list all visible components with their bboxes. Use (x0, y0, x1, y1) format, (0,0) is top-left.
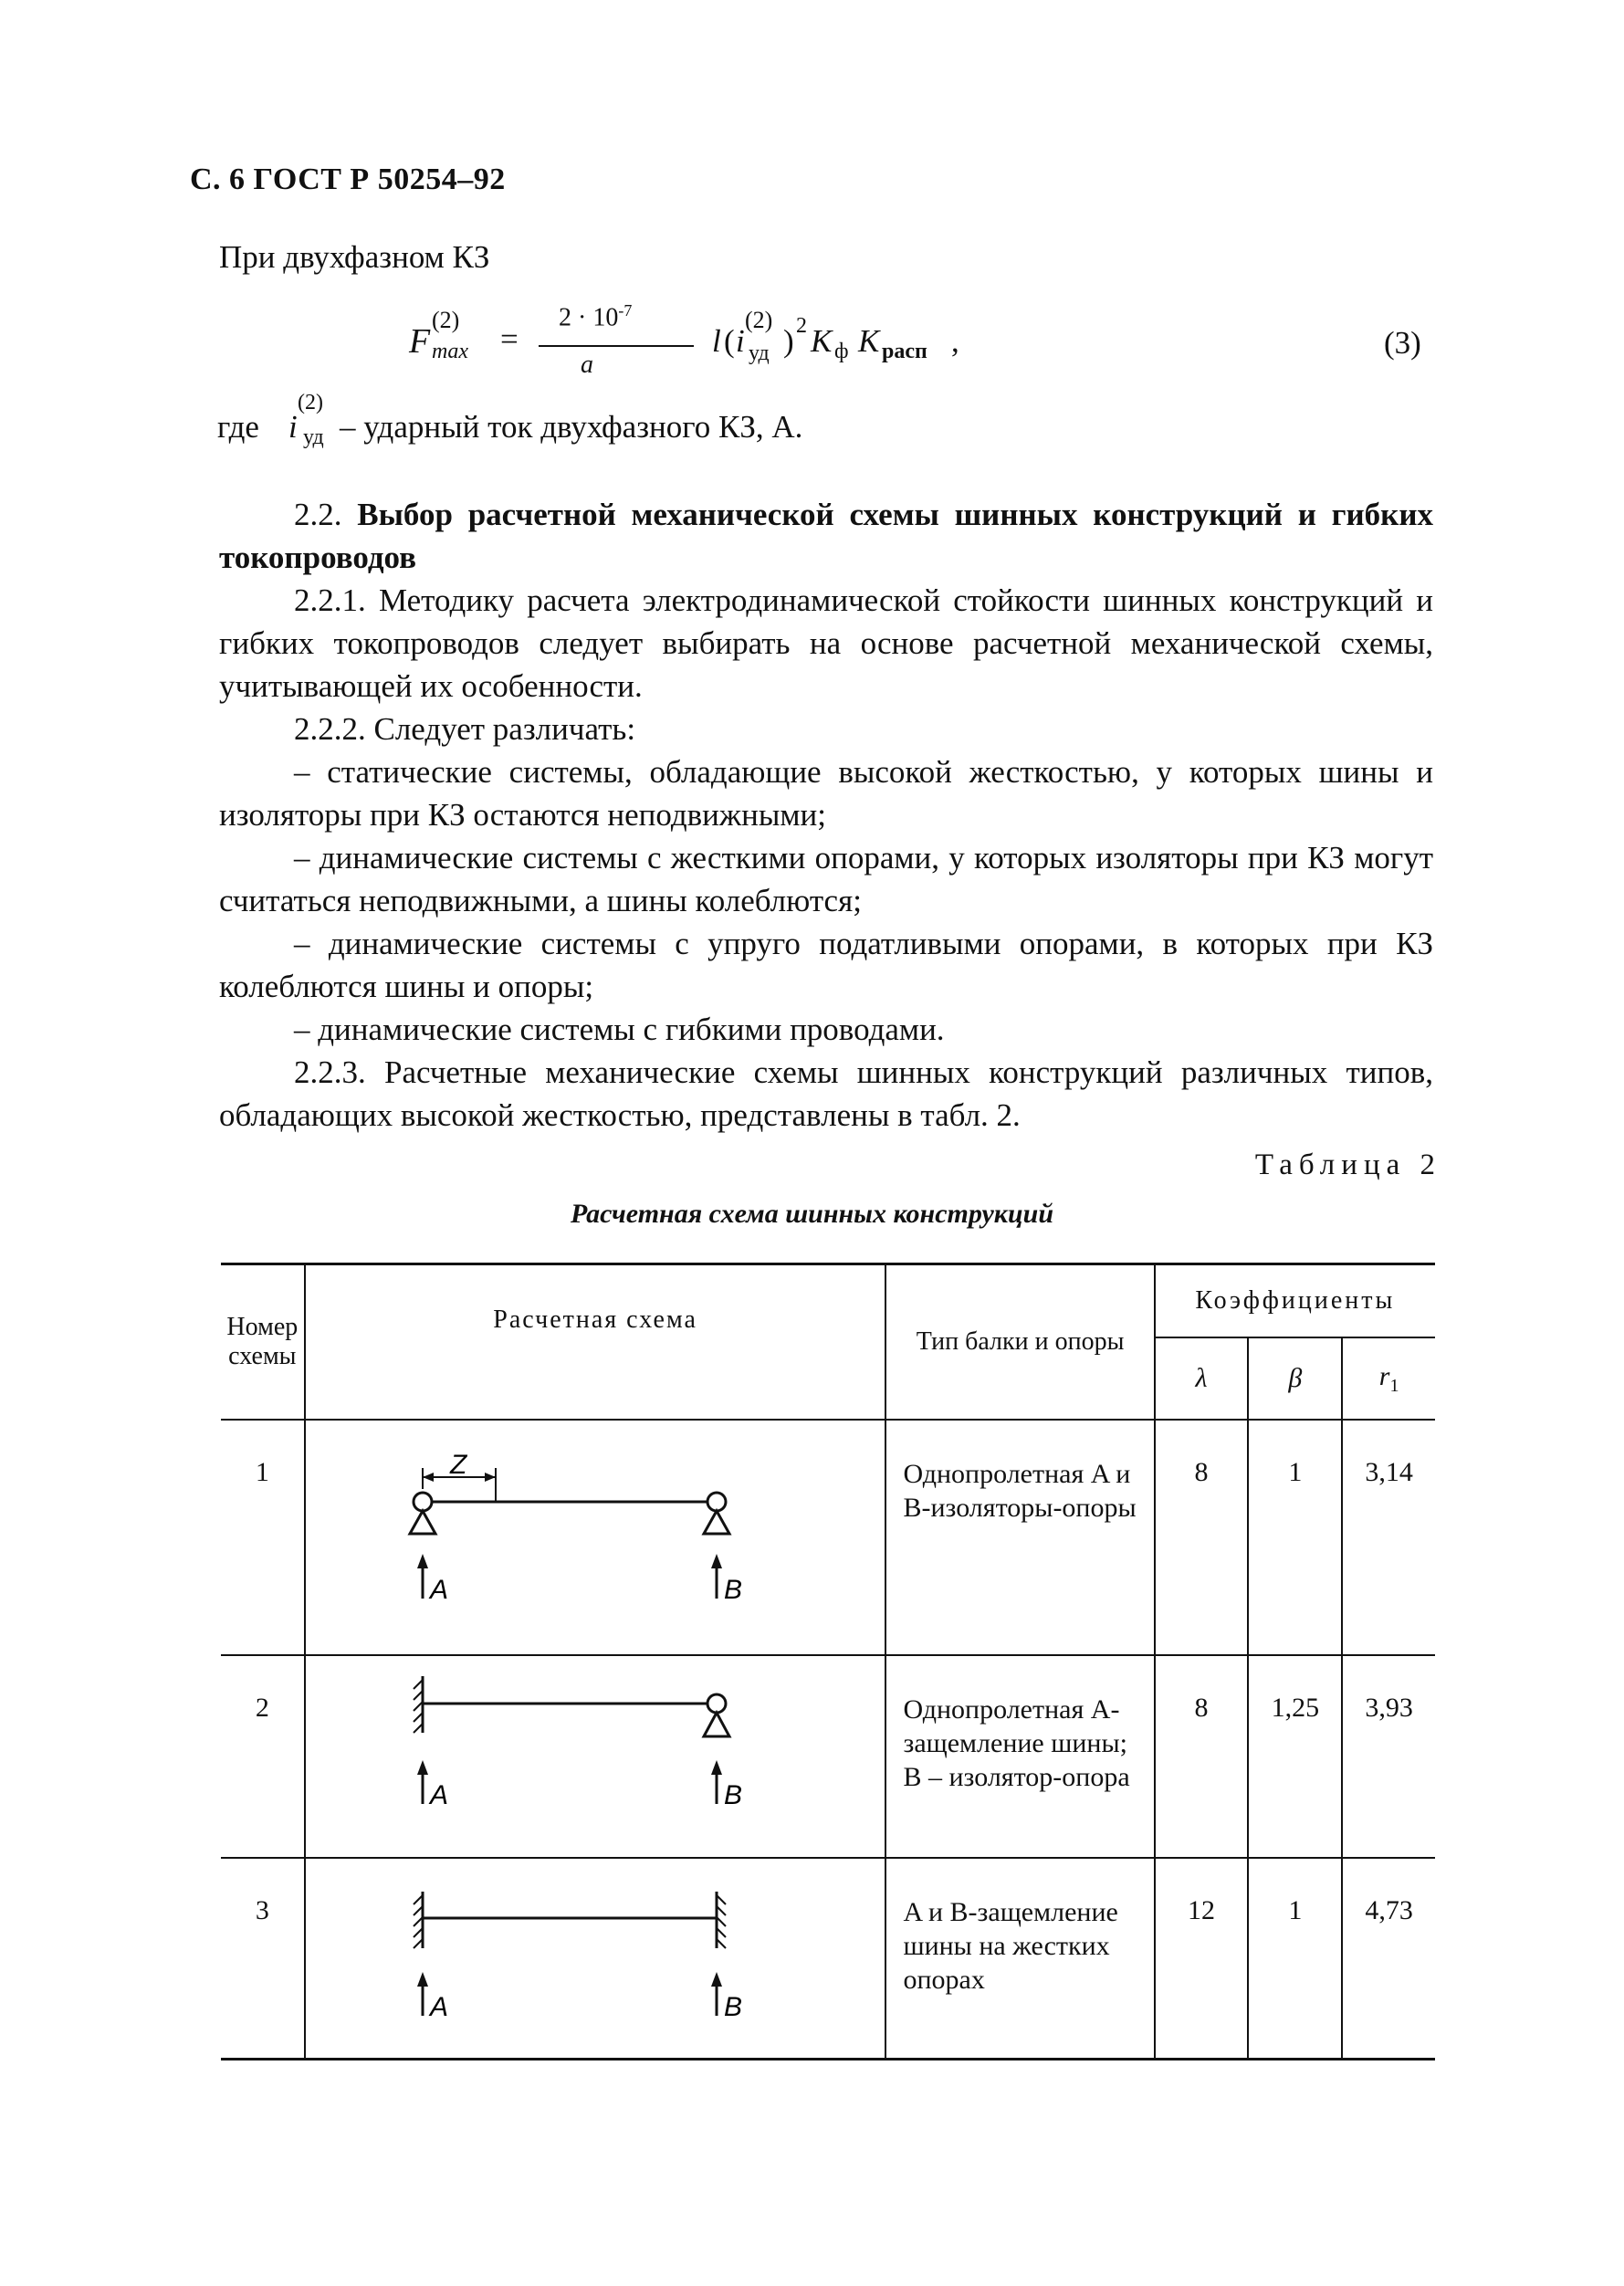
support-b-label: B (723, 1575, 742, 1605)
list-item: – динамические системы с упруго податливыми опорами, в которых при КЗ колеблются шины и опоры; (219, 926, 1433, 1004)
list-item: – динамические системы с жесткими опорами, у которых изоляторы при КЗ могут считаться неподвижными, а шины колеблются; (219, 840, 1433, 918)
support-a-label: A (429, 1575, 448, 1605)
formula-paren-open: ( (724, 323, 735, 359)
formula-square: 2 (796, 314, 807, 338)
row-r1: 4,73 (1342, 1858, 1435, 2059)
header-type: Тип балки и опоры (885, 1264, 1154, 1421)
where-prefix: где (217, 409, 259, 445)
row-lambda: 8 (1155, 1655, 1249, 1858)
row-num: 2 (221, 1655, 305, 1858)
formula-equals: = (500, 321, 519, 357)
header-lambda: λ (1155, 1337, 1249, 1420)
table-row (221, 1858, 1435, 2059)
where-symbol: i (288, 409, 298, 445)
formula-number: (3) (1384, 325, 1421, 361)
table-row (221, 1420, 1435, 1655)
formula-numerator: $2 \cdot 10^{-7}$ (559, 301, 633, 332)
body-text (219, 493, 1433, 1137)
formula-i-sup: (2) (745, 307, 773, 333)
row-num: 1 (221, 1420, 305, 1655)
section-2-2-heading: 2.2. Выбор расчетной механической схемы шинных конструкций и гибких токопроводов (219, 497, 1434, 575)
formula-k1: K (811, 323, 833, 359)
formula-comma: , (951, 323, 959, 359)
scheme-diagram-2 (305, 1655, 886, 1858)
row-type: Однопролетная A-защемление шины; B – изолятор-опора (885, 1655, 1154, 1858)
row-beta: 1,25 (1248, 1655, 1342, 1858)
formula-paren-close: ) (783, 323, 794, 359)
beam-diagram-pinned-pinned (306, 1421, 881, 1656)
page-header: С. 6 ГОСТ Р 50254–92 (190, 163, 506, 196)
formula-i: i (736, 323, 745, 359)
table-number: Таблица 2 (1254, 1148, 1441, 1181)
header-coefficients: Коэффициенты (1155, 1264, 1435, 1338)
formula-lhs: F (409, 322, 431, 361)
header-num: Номер схемы (221, 1264, 305, 1421)
support-a-label: A (429, 1780, 448, 1810)
scheme-diagram-3 (305, 1858, 886, 2059)
support-b-label: B (723, 1992, 742, 2022)
row-lambda: 12 (1155, 1858, 1249, 2059)
where-sup: (2) (298, 391, 323, 414)
support-b-label: B (723, 1780, 742, 1810)
formula-lhs-sup: (2) (432, 307, 460, 333)
support-a-label: A (429, 1992, 448, 2022)
formula-k2: K (858, 323, 880, 359)
row-r1: 3,14 (1342, 1420, 1435, 1655)
formula-k1-sub: ф (834, 340, 849, 363)
row-beta: 1 (1248, 1420, 1342, 1655)
beam-diagram-fixed-fixed (306, 1859, 881, 2060)
formula-denominator: a (581, 351, 593, 379)
dimension-z-label: Z (449, 1450, 467, 1480)
paragraph-2-2-1: 2.2.1. Методику расчета электродинамической стойкости шинных конструкций и гибких токопроводов следует выбирать на основе расчетной механической схемы, учитывающей их особенности. (219, 582, 1433, 704)
beam-diagram-fixed-pinned (306, 1656, 881, 1859)
row-lambda: 8 (1155, 1420, 1249, 1655)
row-r1: 3,93 (1342, 1655, 1435, 1858)
list-item: – статические системы, обладающие высокой жесткостью, у которых шины и изоляторы при КЗ остаются неподвижными; (219, 754, 1433, 833)
paragraph-2-2-3: 2.2.3. Расчетные механические схемы шинных конструкций различных типов, обладающих высокой жесткостью, представлены в табл. 2. (219, 1054, 1433, 1133)
formula-i-sub: уд (749, 341, 770, 365)
schemes-table (221, 1263, 1435, 2061)
header-scheme: Расчетная схема (305, 1264, 886, 1421)
list-item: – динамические системы с гибкими проводами. (294, 1012, 945, 1047)
paragraph-2-2-2: 2.2.2. Следует различать: (294, 711, 636, 747)
header-beta: β (1248, 1337, 1342, 1420)
row-type: A и B-защемление шины на жестких опорах (885, 1858, 1154, 2059)
header-r1: $r_1$ (1342, 1337, 1435, 1420)
intro-text: При двухфазном КЗ (219, 239, 490, 275)
table-title: Расчетная схема шинных конструкций (570, 1199, 1054, 1229)
where-sub: уд (303, 425, 324, 449)
row-type: Однопролетная A и B-изоляторы-опоры (885, 1420, 1154, 1655)
scheme-diagram-1 (305, 1420, 886, 1655)
formula-lhs-sub: max (432, 340, 468, 363)
formula-k2-sub: расп (882, 340, 927, 363)
fraction-bar (539, 345, 694, 347)
row-num: 3 (221, 1858, 305, 2059)
where-text: – ударный ток двухфазного КЗ, А. (340, 409, 803, 445)
table-row (221, 1655, 1435, 1858)
formula-l: l (712, 323, 721, 359)
row-beta: 1 (1248, 1858, 1342, 2059)
